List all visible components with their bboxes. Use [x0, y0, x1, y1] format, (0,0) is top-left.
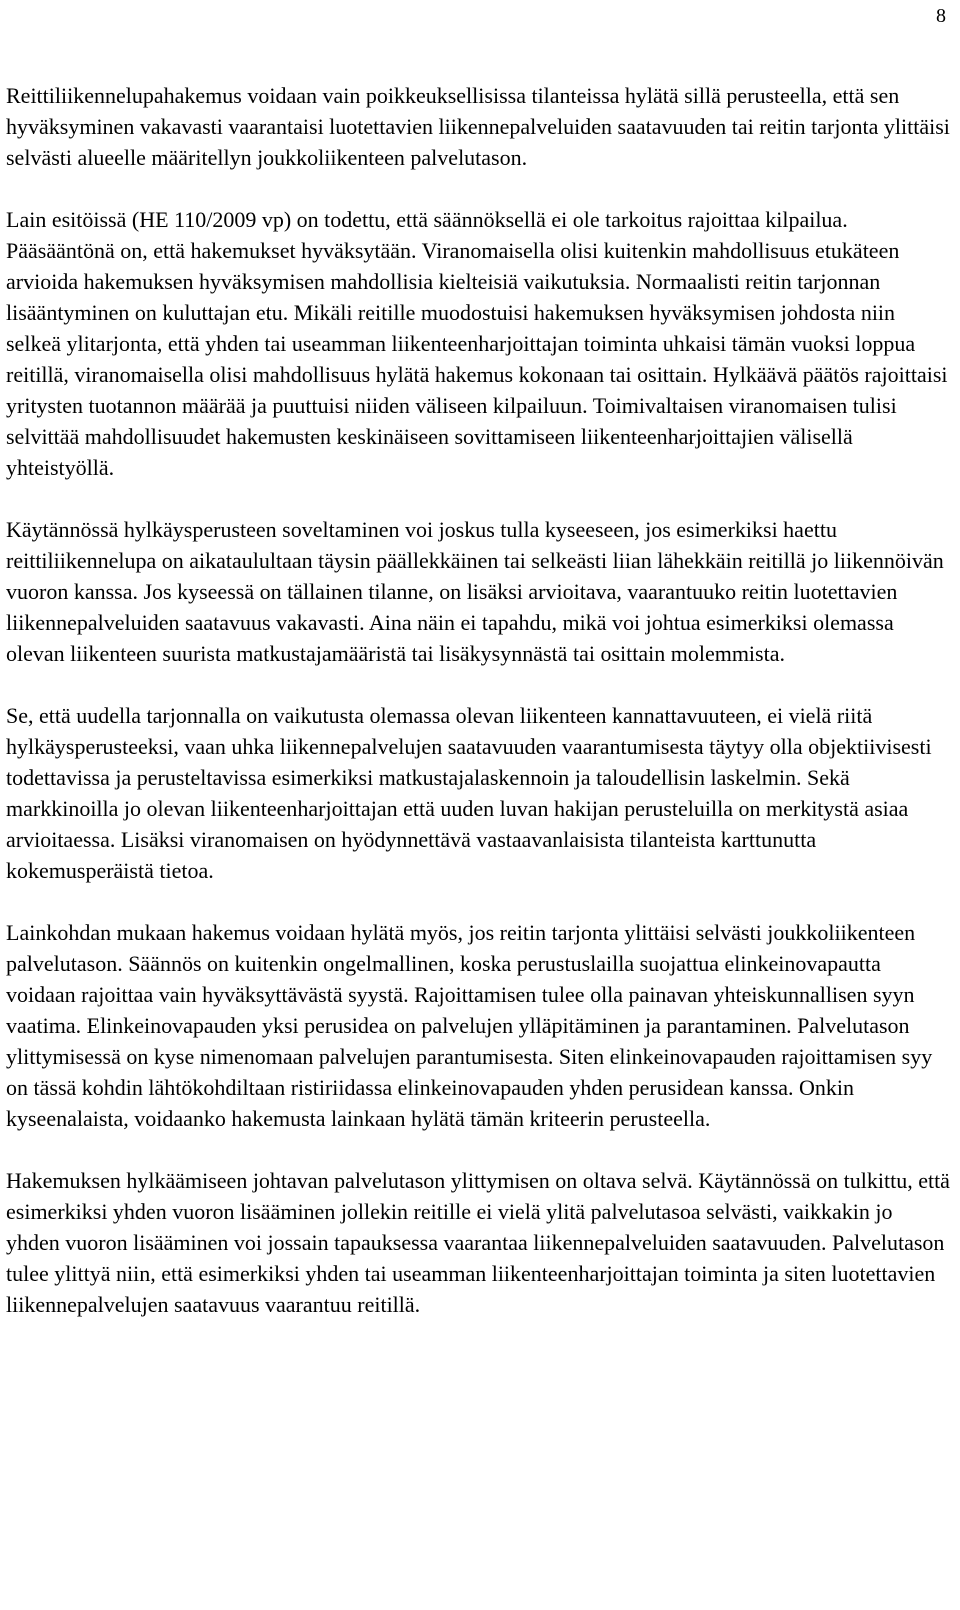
- document-body: [6, 80, 950, 1320]
- paragraph-5: Lainkohdan mukaan hakemus voidaan hylätä myös, jos reitin tarjonta ylittäisi selvästi joukkoliikenteen palvelutason. Säännös on kuitenkin ongelmallinen, koska perustuslailla suojattua elinkeinovapautta voidaan rajoittaa vain hyväksyttävästä syystä. Rajoittamisen tulee olla painavan yhteiskunnallisen syyn vaatima. Elinkeinovapauden yksi perusidea on palvelujen ylläpitäminen ja parantaminen. Palvelutason ylittymisessä on kyse nimenomaan palvelujen parantumisesta. Siten elinkeinovapauden rajoittamisen syy on tässä kohdin lähtökohdiltaan ristiriidassa elinkeinovapauden yhden perusidean kanssa. Onkin kyseenalaista, voidaanko hakemusta lainkaan hylätä tämän kriteerin perusteella.: [6, 920, 933, 1131]
- paragraph-6: Hakemuksen hylkäämiseen johtavan palvelutason ylittymisen on oltava selvä. Käytännössä on tulkittu, että esimerkiksi yhden vuoron lisääminen jollekin reitille ei vielä ylitä palvelutasoa selvästi, vaikkakin jo yhden vuoron lisääminen voi jossain tapauksessa vaarantaa liikennepalveluiden saatavuuden. Palvelutason tulee ylittyä niin, että esimerkiksi yhden tai useamman liikenteenharjoittajan toiminta ja siten luotettavien liikennepalvelujen saatavuus vaarantuu reitillä.: [6, 1168, 950, 1317]
- paragraph-4: Se, että uudella tarjonnalla on vaikutusta olemassa olevan liikenteen kannattavuuteen, ei vielä riitä hylkäysperusteeksi, vaan uhka liikennepalvelujen saatavuuden vaarantumisesta täytyy olla objektiivisesti todettavissa ja perusteltavissa esimerkiksi matkustajalaskennoin ja taloudellisin laskelmin. Sekä markkinoilla jo olevan liikenteenharjoittajan että uuden luvan hakijan perusteluilla on merkitystä asiaa arvioitaessa. Lisäksi viranomaisen on hyödynnettävä vastaavanlaisista tilanteista karttunutta kokemusperäistä tietoa.: [6, 703, 932, 883]
- paragraph-3: Käytännössä hylkäysperusteen soveltaminen voi joskus tulla kyseeseen, jos esimerkiksi haettu reittiliikennelupa on aikataulultaan täysin päällekkäinen tai selkeästi liian lähekkäin reitillä jo liikennöivän vuoron kanssa. Jos kyseessä on tällainen tilanne, on lisäksi arvioitava, vaarantuuko reitin luotettavien liikennepalveluiden saatavuus vakavasti. Aina näin ei tapahdu, mikä voi johtua esimerkiksi olemassa olevan liikenteen suurista matkustajamääristä tai lisäkysynnästä tai osittain molemmista.: [6, 517, 944, 666]
- page-number: 8: [936, 5, 946, 27]
- paragraph-1: Reittiliikennelupahakemus voidaan vain poikkeuksellisissa tilanteissa hylätä sillä perusteella, että sen hyväksyminen vakavasti vaarantaisi luotettavien liikennepalveluiden saatavuuden tai reitin tarjonta ylittäisi selvästi alueelle määritellyn joukkoliikenteen palvelutason.: [6, 83, 950, 170]
- paragraph-2: Lain esitöissä (HE 110/2009 vp) on todettu, että säännöksellä ei ole tarkoitus rajoittaa kilpailua. Pääsääntönä on, että hakemukset hyväksytään. Viranomaisella olisi kuitenkin mahdollisuus etukäteen arvioida hakemuksen hyväksymisen mahdollisia kielteisiä vaikutuksia. Normaalisti reitin tarjonnan lisääntyminen on kuluttajan etu. Mikäli reitille muodostuisi hakemuksen hyväksymisen johdosta niin selkeä ylitarjonta, että yhden tai useamman liikenteenharjoittajan toiminta uhkaisi tämän vuoksi loppua reitillä, viranomaisella olisi mahdollisuus hylätä hakemus kokonaan tai osittain. Hylkäävä päätös rajoittaisi yritysten tuotannon määrää ja puuttuisi niiden väliseen kilpailuun. Toimivaltaisen viranomaisen tulisi selvittää mahdollisuudet hakemusten keskinäiseen sovittamiseen liikenteenharjoittajien välisellä yhteistyöllä.: [6, 207, 948, 480]
